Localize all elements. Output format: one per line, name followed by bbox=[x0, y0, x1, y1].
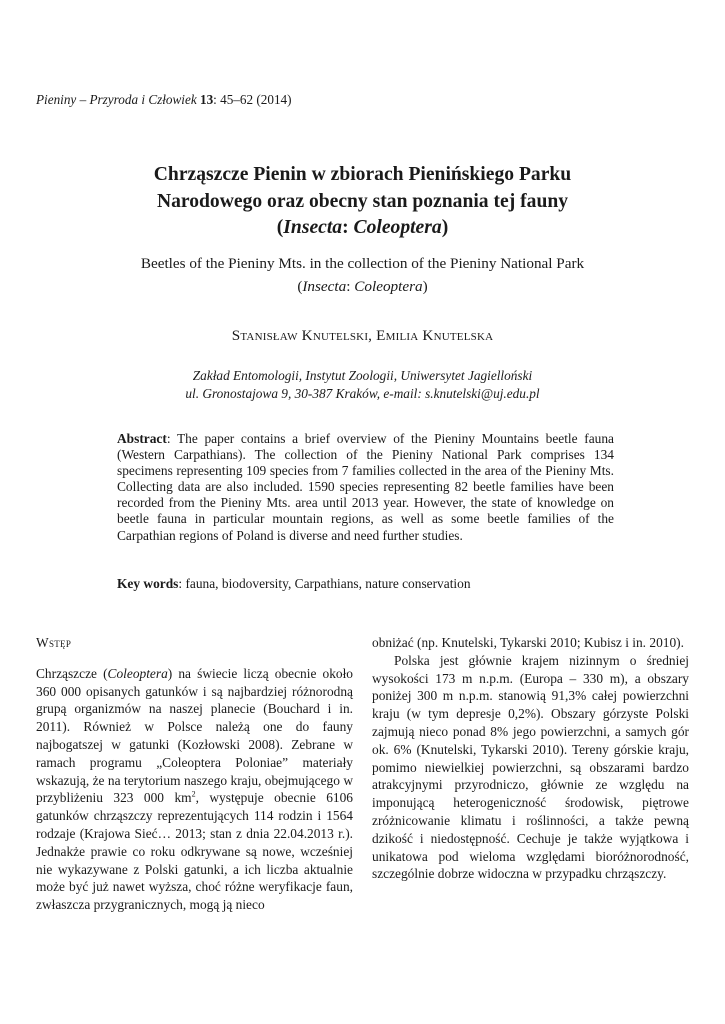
affiliation-line-1: Zakład Entomologii, Instytut Zoologii, Uniwersytet Jagielloński bbox=[192, 368, 533, 383]
title-paren-open: ( bbox=[276, 217, 284, 238]
title-line-3 bbox=[36, 215, 689, 242]
body-paragraph bbox=[36, 665, 353, 914]
journal-name: Pieniny – Przyroda i Człowiek bbox=[36, 92, 197, 107]
title-paren-close: ) bbox=[441, 217, 449, 238]
paragraph-text: Chrząszcze ( bbox=[36, 665, 108, 681]
journal-citation bbox=[36, 92, 292, 108]
paragraph-text: ) na świecie liczą obecnie około 360 000 opisanych gatunków i są najbardziej różnorodną grupą organizmów na naszej planecie (Bouchard i in. 2011). Również w Polsce należą one do fauny najbogatszej w gatunki (Kozłowski 2008). Zebrane w ramach programu „Coleoptera Poloniae” materiały wskazują, że na terytorium naszego kraju, obejmującego w przybliżeniu 323 000 km bbox=[36, 665, 353, 806]
title-line-2: Narodowego oraz obecny stan poznania tej fauny bbox=[156, 190, 569, 212]
journal-volume: 13 bbox=[199, 92, 214, 107]
title-taxon-separator: : bbox=[342, 217, 354, 238]
english-title bbox=[36, 253, 689, 298]
abstract-text: : The paper contains a brief overview of the Pieniny Mountains beetle fauna (Western Carpathians). The collection of the Pieniny National Park comprises 134 specimens representing 109 species from 7 families collected in the area of the Pieniny Mts. Collecting data are also included. 1590 species representing 82 beetle families have been recorded from the Pieniny Mts. area until 2013 year. However, the state of knowledge on beetle fauna in particular mountain regions, as well as some beetle families of the Carpathian regions of Poland is diverse and need further studies. bbox=[117, 431, 614, 543]
keywords bbox=[117, 576, 614, 592]
english-title-line-1: Beetles of the Pieniny Mts. in the collection of the Pieniny National Park bbox=[140, 255, 585, 272]
article-title bbox=[36, 162, 689, 242]
subtitle-paren-close: ) bbox=[422, 277, 428, 295]
keywords-text: : fauna, biodoversity, Carpathians, nature conservation bbox=[178, 576, 471, 591]
authors: Stanisław Knutelski, Emilia Knutelska bbox=[231, 327, 494, 344]
section-heading: Wstęp bbox=[36, 635, 72, 650]
keywords-label: Key words bbox=[117, 576, 179, 591]
abstract bbox=[117, 431, 614, 544]
body-column-right bbox=[372, 634, 689, 883]
affiliation-line-2: ul. Gronostajowa 9, 30-387 Kraków, e-mail: s.knutelski@uj.edu.pl bbox=[185, 385, 540, 401]
english-title-line-2 bbox=[36, 276, 689, 299]
taxon-name: Coleoptera bbox=[107, 665, 168, 681]
body-paragraph: Polska jest głównie krajem nizinnym o średniej wysokości 173 m n.p.m. (Europa – 330 m), a obszary poniżej 300 m n.p.m. stanowią 91,3% całej powierzchni kraju (w tym depresje 0,2%). Obszary górzyste Polski zajmują nieco ponad 8% jego powierzchni, a samych gór ok. 6% (Knutelski, Tykarski 2010). Tereny górskie kraju, pomimo niewielkiej powierzchni, są obszarami bardzo atrakcyjnymi przyrodniczo, głównie ze względu na imponującą heterogeniczność środowisk, piętrowe zróżnicowanie klimatu i roślinności, a także pewną dzikość i niedostępność. Cechuje je także wyjątkowa i unikatowa pod wieloma względami bioróżnorodność, szczególnie dobrze widoczna w przypadku chrząszczy. bbox=[372, 652, 689, 882]
body-paragraph-continued: obniżać (np. Knutelski, Tykarski 2010; Kubisz i in. 2010). bbox=[372, 635, 684, 650]
journal-pages-year: : 45–62 (2014) bbox=[213, 92, 292, 107]
title-line-1: Chrząszcze Pienin w zbiorach Pienińskiego Parku bbox=[153, 164, 572, 185]
subtitle-taxon-order: Coleoptera bbox=[354, 277, 423, 295]
superscript: 2 bbox=[191, 789, 196, 799]
subtitle-paren-open: ( bbox=[297, 277, 303, 295]
subtitle-taxon-class: Insecta bbox=[302, 277, 347, 295]
subtitle-taxon-separator: : bbox=[346, 277, 355, 295]
title-taxon-class: Insecta bbox=[283, 217, 343, 238]
paragraph-text: , występuje obecnie 6106 gatunków chrząszczy reprezentujących 114 rodzin i 1564 rodzaje (Krajowa Sieć… 2013; stan z dnia 22.04.2013 r.). Jednakże prawie co roku odkrywane są nowe, wcześniej nie wykazywane z Polski gatunki, a ich liczba aktualnie może być już nawet wyższa, choć różne weryfikacje faun, zwłaszcza przygranicznych, mogą ją nieco bbox=[36, 790, 353, 913]
body-column-left bbox=[36, 634, 353, 914]
affiliation bbox=[36, 367, 689, 402]
abstract-label: Abstract bbox=[117, 431, 167, 446]
title-taxon-order: Coleoptera bbox=[353, 217, 442, 238]
